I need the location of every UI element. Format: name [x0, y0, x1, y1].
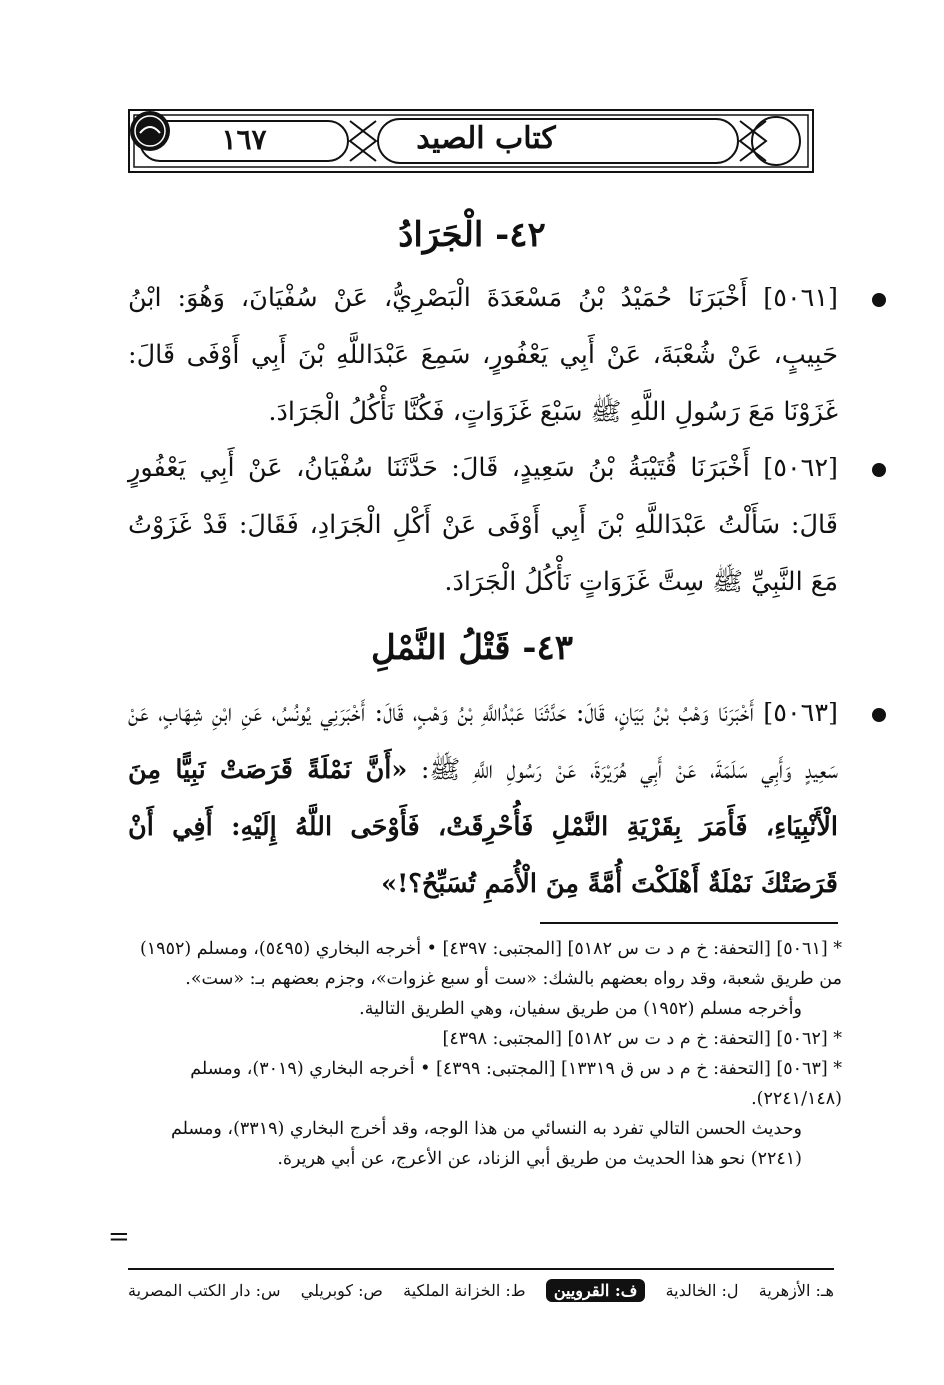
hadith-5063-matn: «أَنَّ نَمْلَةً قَرَصَتْ نَبِيًّا مِنَ الْأَنْبِيَاءِ، فَأَمَرَ بِقَرْيَةِ النَّمْلِ فَأُحْرِقَتْ، فَأَوْحَى اللَّهُ إِلَيْهِ: أَفِي أَنْ قَرَصَتْكَ نَمْلَةٌ أَهْلَكْتَ أُمَّةً مِنَ الْأُمَمِ تُسَبِّحُ؟!» [128, 755, 838, 899]
bullet-marker [872, 708, 886, 722]
key-ha: هـ: الأزهرية [758, 1280, 834, 1300]
book-emblem-icon [128, 109, 172, 153]
hadith-5063 [128, 685, 838, 913]
footnote-5063: * [٥٠٦٣] [التحفة: خ م د س ق ١٣٣١٩] [المجتبى: ٤٣٩٩] • أخرجه البخاري (٣٠١٩)، ومسلم (٢٢٤١/١٤٨). [190, 1059, 842, 1109]
key-lam: ل: الخالدية [665, 1280, 739, 1300]
footnote-5061: * [٥٠٦١] [التحفة: خ م د ت س ٥١٨٢] [المجتبى: ٤٣٩٧] • أخرجه البخاري (٥٤٩٥)، ومسلم (١٩٥٢) من طريق شعبة، وقد رواه بعضهم بالشك: «ست أو سبع غزوات»، وجزم بعضهم بـ: «ست». [139, 939, 842, 989]
hadith-5062: [٥٠٦٢] أَخْبَرَنَا قُتَيْبَةُ بْنُ سَعِيدٍ، قَالَ: حَدَّثَنَا سُفْيَانُ، عَنْ أَبِي يَعْفُورٍ قَالَ: سَأَلْتُ عَبْدَاللَّهِ بْنَ أَبِي أَوْفَى عَنْ أَكْلِ الْجَرَادِ، فَقَالَ: قَدْ غَزَوْتُ مَعَ النَّبِيِّ ﷺ سِتَّ غَزَوَاتٍ نَأْكُلُ الْجَرَادَ. [128, 453, 838, 597]
key-s: س: دار الكتب المصرية [128, 1280, 281, 1300]
page-number: ١٦٧ [221, 123, 267, 156]
key-ta: ط: الخزانة الملكية [403, 1280, 526, 1300]
footnote-divider [540, 922, 838, 924]
book-title: كتاب الصيد [416, 121, 556, 156]
footnotes [118, 934, 842, 1174]
chapter-title-locusts: ٤٢- الْجَرَادُ [398, 215, 546, 255]
hadith-5061: [٥٠٦١] أَخْبَرَنَا حُمَيْدُ بْنُ مَسْعَدَةَ الْبَصْرِيُّ، عَنْ سُفْيَانَ، وَهُوَ: ابْنُ حَبِيبٍ، عَنْ شُعْبَةَ، عَنْ أَبِي يَعْفُورٍ، سَمِعَ عَبْدَاللَّهِ بْنَ أَبِي أَوْفَى قَالَ: غَزَوْنَا مَعَ رَسُولِ اللَّهِ ﷺ سَبْعَ غَزَوَاتٍ، فَكُنَّا نَأْكُلُ الْجَرَادَ. [128, 283, 838, 427]
footer-rule [128, 1268, 834, 1270]
manuscript-key [128, 1274, 834, 1306]
footnote-5062: * [٥٠٦٢] [التحفة: خ م د ت س ٥١٨٢] [المجتبى: ٤٣٩٨] [442, 1029, 842, 1049]
chapter-title-killing-ants: ٤٣- قَتْلُ النَّمْلِ [370, 628, 574, 668]
continuation-mark: = [108, 1222, 130, 1252]
bullet-marker [872, 293, 886, 307]
page-header [128, 109, 814, 173]
key-fa: ف: القرويين [546, 1279, 646, 1302]
bullet-marker [872, 463, 886, 477]
hadith-5063-isnad: [٥٠٦٣] أَخْبَرَنَا وَهْبُ بْنُ بَيَانٍ، قَالَ: حَدَّثَنَا عَبْدُاللَّهِ بْنُ وَهْبٍ، قَالَ: أَخْبَرَنِي يُونُسُ، عَنِ ابْنِ شِهَابٍ، عَنْ سَعِيدٍ وَأَبِي سَلَمَةَ، عَنْ أَبِي هُرَيْرَةَ، عَنْ رَسُولِ اللَّهِ ﷺ: [128, 698, 838, 785]
footnote-5063-extra: وحديث الحسن التالي تفرد به النسائي من هذا الوجه، وقد أخرج البخاري (٣٣١٩)، ومسلم (٢٢٤١) نحو هذا الحديث من طريق أبي الزناد، عن الأعرج، عن أبي هريرة. [170, 1119, 802, 1169]
footnote-5061-extra: وأخرجه مسلم (١٩٥٢) من طريق سفيان، وهي الطريق التالية. [359, 999, 802, 1019]
key-sad: ص: كوبريلي [300, 1280, 383, 1300]
